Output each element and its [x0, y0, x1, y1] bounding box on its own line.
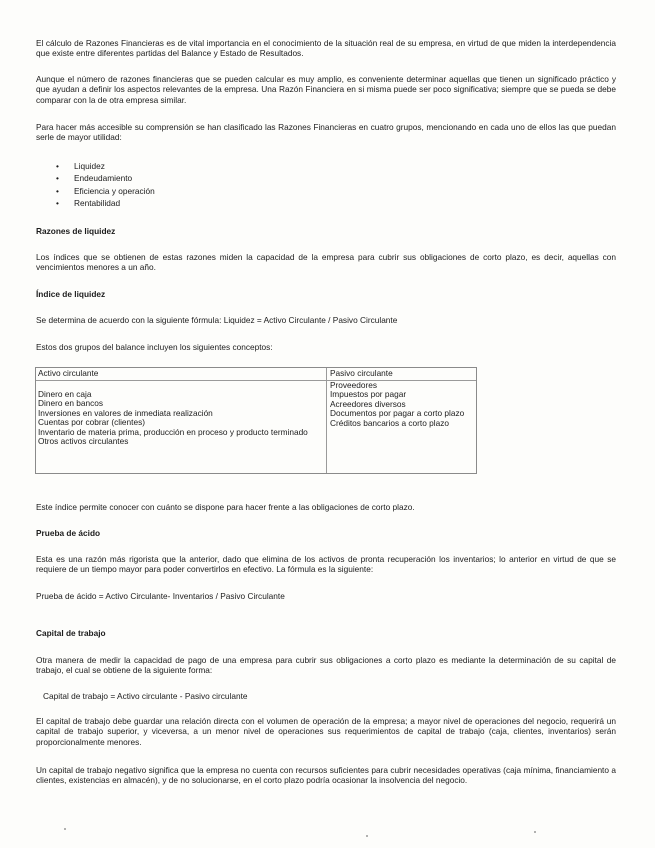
groups-list: [56, 161, 155, 210]
scan-speck: [64, 828, 66, 830]
working-capital-formula: Capital de trabajo = Activo circulante - Pasivo circulante: [43, 691, 248, 701]
table-row: Cuentas por cobrar (clientes): [38, 417, 145, 428]
heading-capital-trabajo: Capital de trabajo: [36, 628, 106, 638]
table-row: Impuestos por pagar: [330, 389, 407, 400]
list-item: • Eficiencia y operación: [56, 186, 155, 198]
classification-paragraph: Para hacer más accesible su comprensión se han clasificado las Razones Financieras en cuatro grupos, mencionando en cada uno de ellos las que puedan serle de mayor utilidad:: [36, 122, 616, 143]
acid-test-formula: Prueba de ácido = Activo Circulante- Inventarios / Pasivo Circulante: [36, 591, 285, 601]
concepts-intro: Estos dos grupos del balance incluyen los siguientes conceptos:: [36, 342, 273, 352]
table-row: Inventario de materia prima, producción en proceso y producto terminado: [38, 426, 308, 437]
pasivo-list: [330, 381, 472, 428]
heading-razones-liquidez: Razones de liquidez: [36, 226, 116, 236]
working-capital-relation: El capital de trabajo debe guardar una relación directa con el volumen de operación de la empresa; a mayor nivel de operaciones del negocio, requerirá un capital de trabajo superior, y viceversa, a un menor nivel de operaciones sus requerimientos de capital de trabajo (caja, clientes, inventarios) serán proporcionalmente menores.: [36, 716, 616, 747]
negative-capital-paragraph: Un capital de trabajo negativo significa que la empresa no cuenta con recursos suficientes para cubrir necesidades operativas (caja mínima, financiamiento a clientes, existencias en almacén), y de no solucionarse, en el corto plazo podría ocasionar la insolvencia del negocio.: [36, 765, 616, 786]
list-item: • Endeudamiento: [56, 173, 155, 185]
table-row: Acreedores diversos: [330, 398, 406, 409]
liquidity-formula: Se determina de acuerdo con la siguiente fórmula: Liquidez = Activo Circulante / Pasivo Circulante: [36, 315, 398, 325]
table-row: Proveedores: [330, 380, 378, 390]
liquidity-paragraph: Los índices que se obtienen de estas razones miden la capacidad de la empresa para cubrir sus obligaciones de corto plazo, es decir, aquellas con vencimientos menores a un año.: [36, 252, 616, 273]
heading-indice-liquidez: Índice de liquidez: [36, 289, 106, 299]
table-header-pasivo: Pasivo circulante: [330, 368, 393, 378]
table-row: Dinero en bancos: [38, 398, 104, 409]
list-item: • Liquidez: [56, 161, 155, 173]
table-header-activo: Activo circulante: [38, 368, 99, 378]
scan-speck: [534, 831, 536, 833]
table-row: Otros activos circulantes: [38, 436, 129, 447]
acid-test-paragraph: Esta es una razón más rigorista que la anterior, dado que elimina de los activos de pronta recuperación los inventarios; lo anterior en virtud de que se requiere de un tiempo mayor para poder convertirlos en efectivo. La fórmula es la siguiente:: [36, 554, 616, 575]
heading-prueba-acido: Prueba de ácido: [36, 528, 101, 538]
list-item: • Rentabilidad: [56, 198, 155, 210]
table-row: Dinero en caja: [38, 389, 92, 399]
working-capital-paragraph: Otra manera de medir la capacidad de pago de una empresa para cubrir sus obligaciones a corto plazo es mediante la determinación de su capital de trabajo, el cual se obtiene de la siguiente forma:: [36, 655, 616, 676]
activo-list: [38, 390, 318, 446]
ratios-paragraph: Aunque el número de razones financieras que se pueden calcular es muy amplio, es conveniente determinar aquellas que tienen un significado práctico y que ayudan a definir los aspectos relevantes de la empresa. Una Razón Financiera en si misma puede ser poco significativa; siempre que se pueda se debe comparar con la de otra empresa similar.: [36, 74, 616, 105]
intro-paragraph: El cálculo de Razones Financieras es de vital importancia en el conocimiento de la situación real de su empresa, en virtud de que miden la interdependencia que existe entre diferentes partidas del Balance y Estado de Resultados.: [36, 38, 616, 59]
table-row: Créditos bancarios a corto plazo: [330, 417, 449, 428]
table-row: Documentos por pagar a corto plazo: [330, 408, 465, 419]
concepts-table: [35, 367, 477, 474]
index-explanation: Este índice permite conocer con cuánto se dispone para hacer frente a las obligaciones de corto plazo.: [36, 502, 415, 512]
table-row: Inversiones en valores de inmediata realización: [38, 407, 213, 418]
scan-speck: [366, 835, 368, 837]
